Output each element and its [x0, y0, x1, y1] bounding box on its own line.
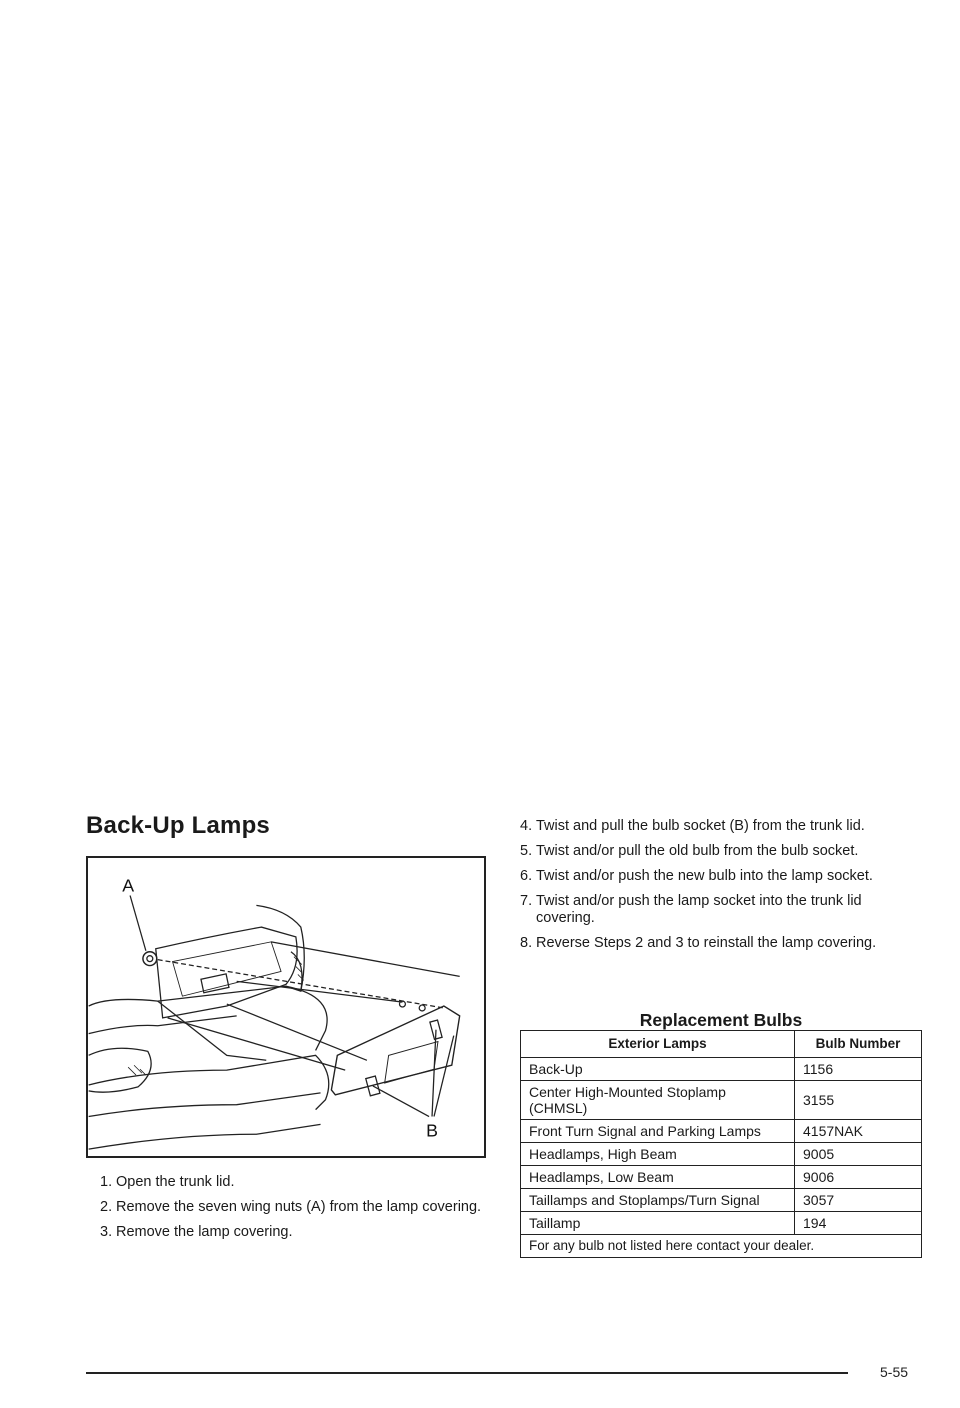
list-item: 4. Twist and pull the bulb socket (B) from the trunk lid. — [520, 818, 865, 834]
table-row: Center High-Mounted Stoplamp (CHMSL) 3155 — [521, 1081, 922, 1120]
lamp-covering — [331, 1006, 459, 1095]
wing-nut-small-2 — [419, 1005, 425, 1011]
trunk-lamp-illustration — [86, 856, 486, 1158]
table-row: Headlamps, High Beam 9005 — [521, 1143, 922, 1166]
bumper-top — [89, 1055, 329, 1109]
page-number: 5-55 — [880, 1364, 909, 1380]
list-item: 1. Open the trunk lid. — [100, 1174, 235, 1190]
bumper-bottom — [89, 1124, 321, 1149]
table-row: Front Turn Signal and Parking Lamps 4157NAK — [521, 1120, 922, 1143]
license-plate-lamp — [201, 974, 229, 993]
column-header-bulb-number: Bulb Number — [795, 1031, 922, 1058]
left-taillamp — [89, 1048, 151, 1092]
column-header-exterior-lamps: Exterior Lamps — [521, 1031, 795, 1058]
list-item: 8. Reverse Steps 2 and 3 to reinstall the lamp covering. — [520, 935, 877, 951]
table-row: Taillamps and Stoplamps/Turn Signal 3057 — [521, 1189, 922, 1212]
steps-list-right — [520, 818, 922, 952]
list-item: 6. Twist and/or push the new bulb into the lamp socket. — [520, 868, 873, 884]
wing-nut-a — [143, 952, 157, 966]
table-row: Taillamp 194 — [521, 1212, 922, 1235]
list-item: 3. Remove the lamp covering. — [100, 1224, 293, 1240]
list-item: 2. Remove the seven wing nuts (A) from the lamp covering. — [100, 1199, 482, 1215]
table-header-row — [521, 1031, 922, 1058]
table-row: Back-Up 1156 — [521, 1058, 922, 1081]
left-taillamp-hatch — [128, 1065, 146, 1075]
lamp-lens — [385, 1042, 438, 1083]
table-note: For any bulb not listed here contact your dealer. — [521, 1235, 922, 1258]
table-title: Replacement Bulbs — [639, 1010, 803, 1030]
left-column — [86, 812, 488, 1249]
trunk-lid-edge — [89, 1016, 237, 1034]
bumper-mid — [89, 1093, 321, 1117]
trunk-lamp-drawing — [88, 858, 484, 1156]
section-title: Back-Up Lamps — [86, 812, 270, 839]
explode-line-2 — [271, 942, 459, 977]
steps-list-left — [100, 1174, 488, 1241]
table-row: Headlamps, Low Beam 9006 — [521, 1166, 922, 1189]
list-item: 5. Twist and/or pull the old bulb from the bulb socket. — [520, 843, 859, 859]
label-b: B — [426, 1120, 438, 1141]
list-item: 7. Twist and/or push the lamp socket into the trunk lid covering. — [520, 893, 862, 926]
leader-line-a — [130, 895, 146, 950]
explode-line-3 — [227, 1004, 367, 1060]
leader-line-b-1 — [373, 1086, 429, 1117]
replacement-bulbs-table — [520, 1030, 922, 1258]
explode-line-5 — [237, 981, 403, 1002]
table-note-row — [521, 1235, 922, 1258]
footer-rule — [86, 1372, 848, 1374]
label-a: A — [122, 875, 135, 896]
right-column — [520, 818, 922, 1253]
